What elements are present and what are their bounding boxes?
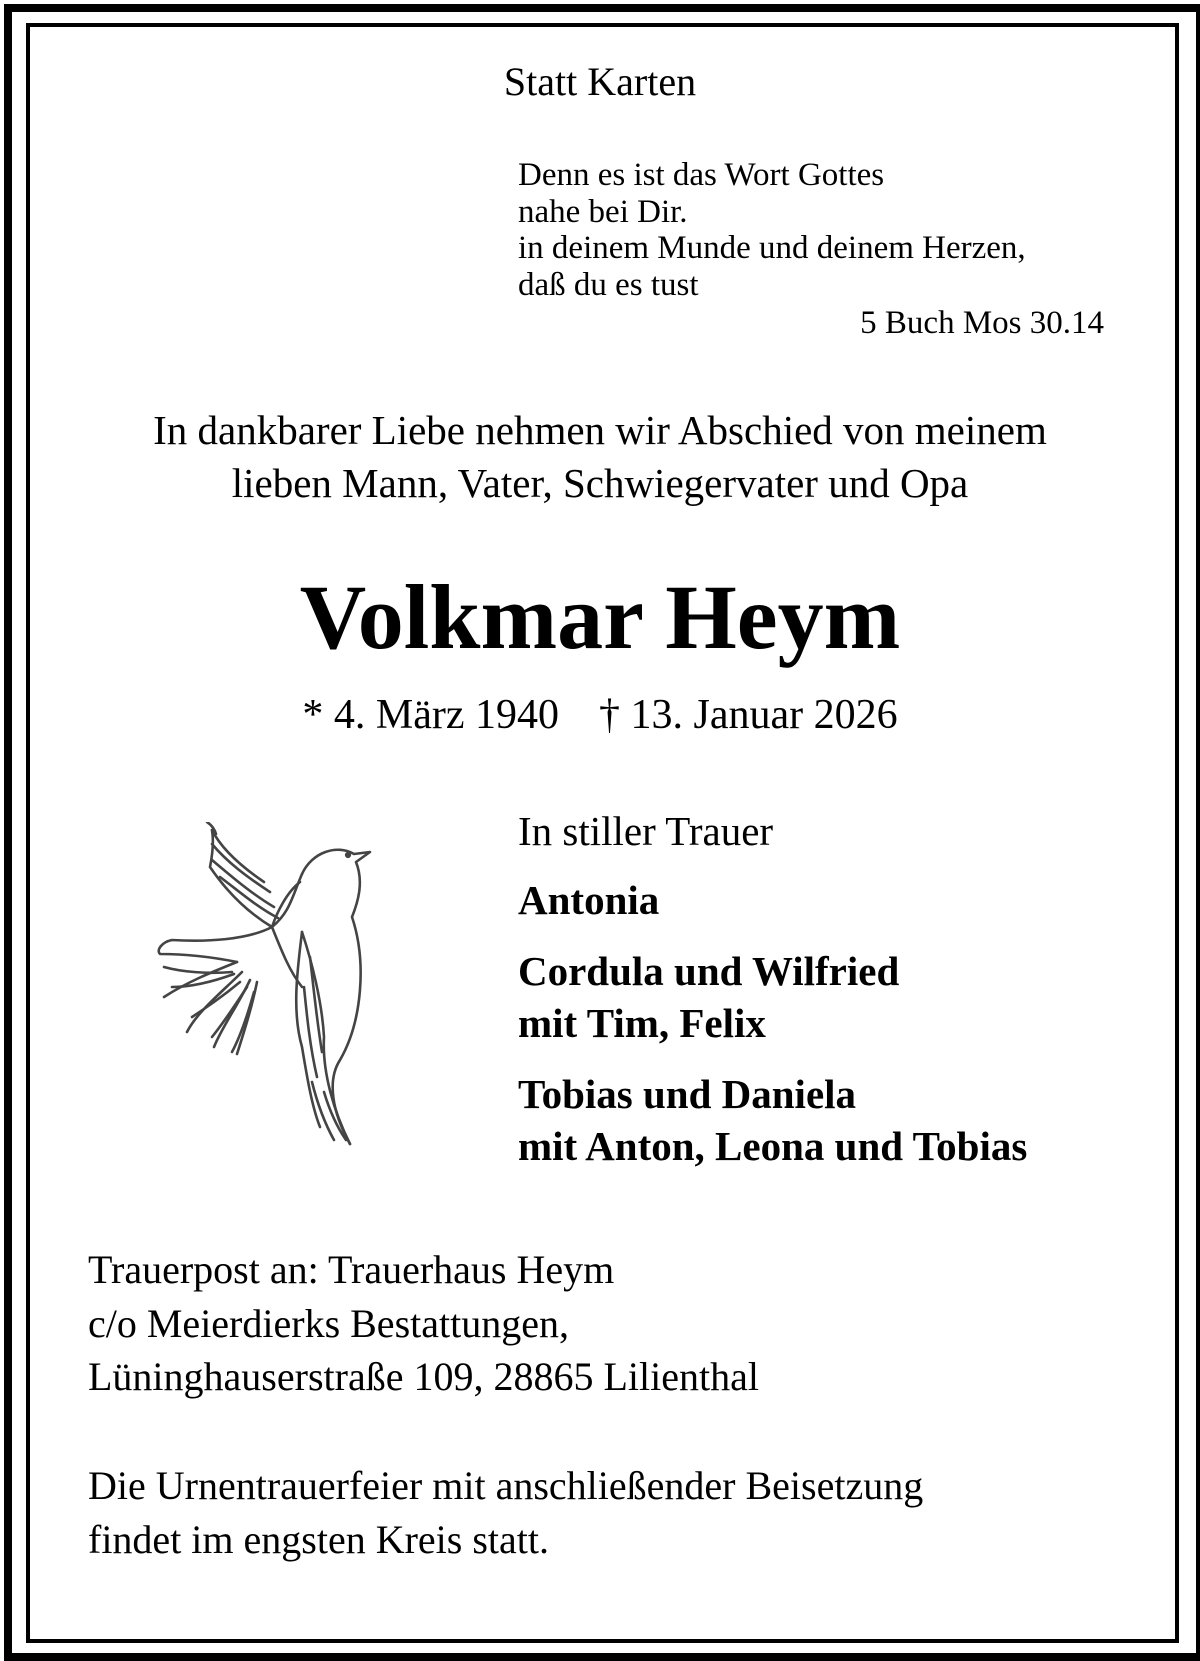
mourner-group [518,1068,1027,1172]
mourner-group [518,945,1027,1049]
verse-line: daß du es tust [518,266,699,303]
address-line: c/o Meierdierks Bestattungen, [88,1300,569,1346]
bible-verse [518,157,1026,303]
condolence-address [88,1243,759,1404]
address-line: Lüninghauserstraße 109, 28865 Lilienthal [88,1354,759,1399]
mourner-line: Antonia [518,877,660,923]
mourner-line: mit Tim, Felix [518,1000,766,1046]
intro-line: In dankbarer Liebe nehmen wir Abschied von meinem [153,407,1047,453]
mourner-line: Cordula und Wilfried [518,948,900,994]
deceased-name: Volkmar Heym [299,566,901,668]
dove-icon [152,822,392,1162]
header-title: Statt Karten [503,59,697,104]
life-dates [0,689,1200,741]
verse-line: nahe bei Dir. [518,193,688,230]
verse-reference: 5 Buch Mos 30.14 [860,305,1104,341]
mourners-lead: In stiller Trauer [518,808,774,854]
intro-text [0,404,1200,510]
service-line: Die Urnentrauerfeier mit anschließender Beisetzung [88,1463,924,1508]
service-note [88,1459,923,1566]
address-line: Trauerpost an: Trauerhaus Heym [88,1247,615,1292]
mourner-line: mit Anton, Leona und Tobias [518,1123,1028,1169]
service-line: findet im engsten Kreis statt. [88,1516,550,1562]
death-date: † 13. Januar 2026 [599,692,898,738]
intro-line: lieben Mann, Vater, Schwiegervater und Opa [231,460,969,506]
verse-line: in deinem Munde und deinem Herzen, [518,230,1026,266]
verse-line: Denn es ist das Wort Gottes [518,157,885,193]
mourner-line: Tobias und Daniela [518,1071,857,1117]
mourners-list [518,805,1027,1191]
mourner-group [518,874,1027,926]
birth-date: * 4. März 1940 [302,692,559,738]
